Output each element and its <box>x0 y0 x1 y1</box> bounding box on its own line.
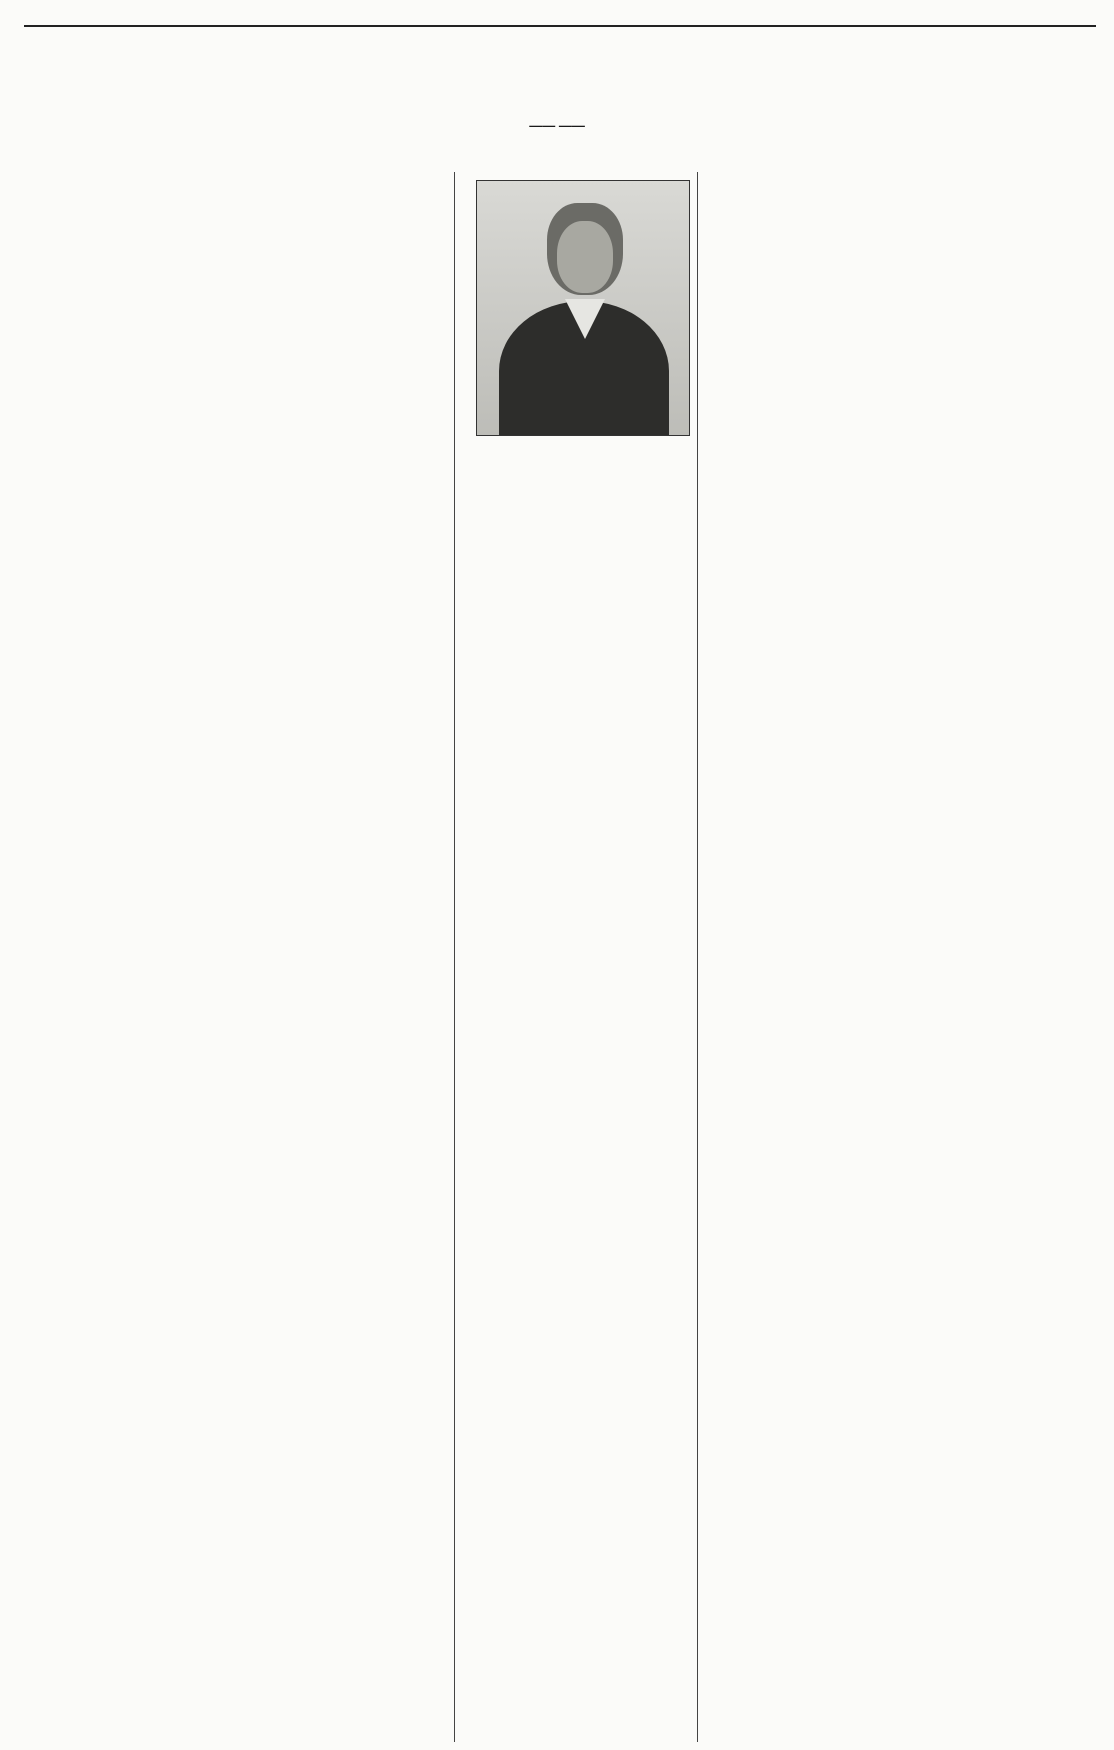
header-rule <box>24 25 1096 27</box>
portrait-face <box>557 221 613 293</box>
page-header <box>28 2 1092 22</box>
column-divider <box>454 172 455 1742</box>
column-2 <box>476 172 692 1742</box>
column-1 <box>34 172 434 1742</box>
column-3 <box>702 172 1088 1742</box>
copyright-label: —— —— <box>529 118 585 133</box>
column-divider <box>697 172 698 1742</box>
portrait-photo <box>476 180 690 436</box>
